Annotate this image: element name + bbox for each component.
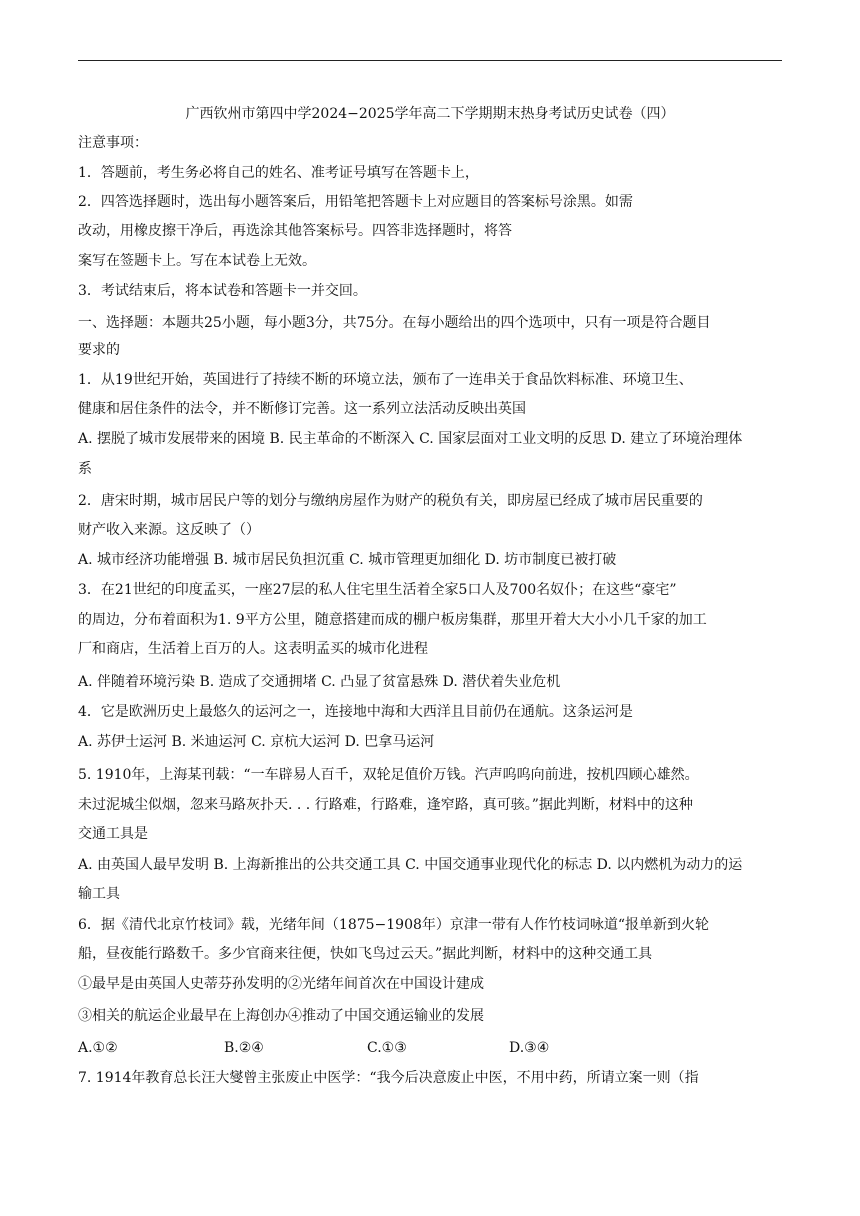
question-2-options: A. 城市经济功能增强 B. 城市居民负担沉重 C. 城市管理更加细化 D. 坊市制度已被打破 xyxy=(78,552,617,568)
header-rule xyxy=(78,60,782,61)
question-1-stem: 健康和居住条件的法令，并不断修订完善。这一系列立法活动反映出英国 xyxy=(78,401,526,417)
question-1-stem: 1．从19世纪开始，英国进行了持续不断的环境立法，颁布了一连串关于食品饮料标准、环境卫生、 xyxy=(78,372,693,388)
question-2-stem: 财产收入来源。这反映了（） xyxy=(78,522,260,538)
question-5-options: A. 由英国人最早发明 B. 上海新推出的公共交通工具 C. 中国交通事业现代化的标志 D. 以内燃机为动力的运 xyxy=(78,857,743,873)
question-3-stem: 的周边，分布着面积为1. 9平方公里，随意搭建而成的棚户板房集群，那里开着大大小小几千家的加工 xyxy=(78,612,707,628)
question-7-stem: 7. 1914年教育总长汪大燮曾主张废止中医学：“我今后决意废止中医，不用中药，所请立案一则（指 xyxy=(78,1070,699,1086)
note-line: 改动，用橡皮擦干净后，再选涂其他答案标号。四答非选择题时，将答 xyxy=(78,223,512,239)
note-line: 案写在签题卡上。写在本试卷上无效。 xyxy=(78,253,316,269)
question-5-options: 输工具 xyxy=(78,886,120,902)
question-3-stem: 3．在21世纪的印度孟买，一座27层的私人住宅里生活着全家5口人及700名奴仆；在这些“豪宅” xyxy=(78,582,677,598)
section-heading: 一、选择题：本题共25小题，每小题3分，共75分。在每小题给出的四个选项中，只有一项是符合题目 xyxy=(78,315,711,331)
question-3-options: A. 伴随着环境污染 B. 造成了交通拥堵 C. 凸显了贫富悬殊 D. 潜伏着失业危机 xyxy=(78,674,561,690)
note-line: 2．四答选择题时，选出每小题答案后，用铅笔把答题卡上对应题目的答案标号涂黑。如需 xyxy=(78,194,633,210)
question-1-options: A. 摆脱了城市发展带来的困境 B. 民主革命的不断深入 C. 国家层面对工业文明的反思 D. 建立了环境治理体 xyxy=(78,431,743,447)
question-5-stem: 5. 1910年，上海某刊载：“一车辟易人百千，双轮足值价万钱。汽声呜呜向前进，按机四顾心雄然。 xyxy=(78,767,699,783)
exam-title: 广西钦州市第四中学2024−2025学年高二下学期期末热身考试历史试卷（四） xyxy=(185,106,675,122)
question-6-option-a: A.①② xyxy=(78,1040,118,1056)
question-6-stem: 船，昼夜能行路数千。多少官商来往便，快如飞鸟过云天。”据此判断，材料中的这种交通工具 xyxy=(78,946,653,962)
question-1-options: 系 xyxy=(78,461,92,477)
question-5-stem: 未过泥城尘似烟，忽来马路灰扑天. . . 行路难，行路难，逢窄路，真可骇。”据此判断，材料中的这种 xyxy=(78,797,693,813)
note-line: 3．考试结束后，将本试卷和答题卡一并交回。 xyxy=(78,283,367,299)
question-5-stem: 交通工具是 xyxy=(78,826,148,842)
question-6-item: ③相关的航运企业最早在上海创办④推动了中国交通运输业的发展 xyxy=(78,1008,484,1024)
question-6-option-b: B.②④ xyxy=(224,1040,264,1056)
note-line: 1．答题前，考生务必将自己的姓名、准考证号填写在答题卡上， xyxy=(78,165,479,181)
question-4-options: A. 苏伊士运河 B. 米迪运河 C. 京杭大运河 D. 巴拿马运河 xyxy=(78,734,435,750)
question-6-item: ①最早是由英国人史蒂芬孙发明的②光绪年间首次在中国设计建成 xyxy=(78,976,484,992)
section-heading-cont: 要求的 xyxy=(78,342,120,358)
question-6-option-d: D.③④ xyxy=(509,1040,550,1056)
notes-heading: 注意事项： xyxy=(78,135,148,151)
question-3-stem: 厂和商店，生活着上百万的人。这表明孟买的城市化进程 xyxy=(78,641,428,657)
question-6-option-c: C.①③ xyxy=(367,1040,407,1056)
question-6-stem: 6．据《清代北京竹枝词》载，光绪年间（1875−1908年）京津一带有人作竹枝词咏道“报单新到火轮 xyxy=(78,917,710,933)
question-2-stem: 2．唐宋时期，城市居民户等的划分与缴纳房屋作为财产的税负有关，即房屋已经成了城市居民重要的 xyxy=(78,493,703,509)
question-4-stem: 4．它是欧洲历史上最悠久的运河之一，连接地中海和大西洋且目前仍在通航。这条运河是 xyxy=(78,704,633,720)
